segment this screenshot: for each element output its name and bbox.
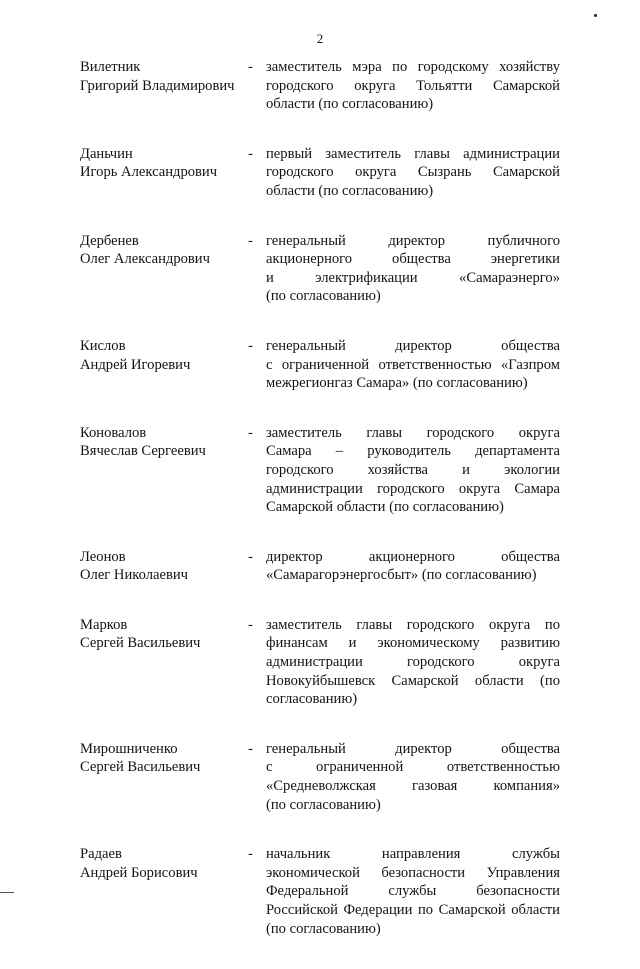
description-line: заместитель главы городского округа: [266, 424, 560, 441]
person-name: [80, 424, 250, 461]
person-name: [80, 740, 250, 777]
list-item: [80, 548, 560, 585]
description-line: (по согласованию): [266, 920, 381, 937]
position-description: [266, 232, 560, 306]
list-item: [80, 58, 560, 114]
description-line: заместитель главы городского округа по: [266, 616, 560, 633]
description-line: согласованию): [266, 691, 358, 708]
description-line: первый заместитель главы администрации: [266, 145, 560, 162]
surname: Радаев: [80, 846, 122, 863]
given-names: Олег Александрович: [80, 251, 210, 268]
description-line: директор акционерного общества: [266, 548, 560, 565]
description-line: с ограниченной ответственностью: [266, 759, 560, 776]
description-line: акционерного общества энергетики: [266, 251, 560, 268]
person-name: [80, 845, 250, 882]
given-names: Григорий Владимирович: [80, 77, 235, 94]
person-name: [80, 58, 250, 95]
given-names: Сергей Васильевич: [80, 635, 201, 652]
position-description: [266, 548, 560, 585]
description-line: администрации городского округа: [266, 654, 560, 671]
description-line: городского хозяйства и экологии: [266, 461, 560, 478]
description-line: городского округа Тольятти Самарской: [266, 77, 560, 94]
position-description: [266, 845, 560, 938]
description-line: генеральный директор общества: [266, 337, 560, 354]
position-description: [266, 740, 560, 814]
description-line: Российской Федерации по Самарской области: [266, 902, 560, 918]
dash-separator: -: [248, 548, 253, 565]
list-item: [80, 740, 560, 814]
person-name: [80, 232, 250, 269]
description-line: администрации городского округа Самара: [266, 480, 560, 497]
dash-separator: -: [248, 616, 253, 633]
list-item: [80, 232, 560, 306]
description-line: и электрификации «Самараэнерго»: [266, 269, 560, 286]
surname: Даньчин: [80, 145, 133, 162]
dash-separator: -: [248, 424, 253, 441]
scan-edge-mark: [0, 892, 14, 893]
person-name: [80, 145, 250, 182]
dash-separator: -: [248, 740, 253, 757]
list-item: [80, 145, 560, 201]
surname: Мирошниченко: [80, 740, 178, 757]
description-line: области (по согласованию): [266, 182, 434, 199]
position-description: [266, 337, 560, 393]
description-line: области (по согласованию): [266, 96, 434, 113]
description-line: с ограниченной ответственностью «Газпром: [266, 356, 560, 373]
list-item: [80, 845, 560, 938]
list-item: [80, 424, 560, 517]
list-item: [80, 616, 560, 709]
description-line: Федеральной службы безопасности: [266, 883, 560, 900]
given-names: Андрей Борисович: [80, 864, 198, 881]
position-description: [266, 145, 560, 201]
description-line: заместитель мэра по городскому хозяйству: [266, 59, 560, 75]
dash-separator: -: [248, 145, 253, 162]
dash-separator: -: [248, 337, 253, 354]
position-description: [266, 58, 560, 114]
description-line: генеральный директор публичного: [266, 232, 560, 249]
surname: Дербенев: [80, 232, 139, 249]
surname: Кислов: [80, 337, 126, 354]
description-line: (по согласованию): [266, 288, 381, 305]
description-line: «Самарагорэнергосбыт» (по согласованию): [266, 567, 537, 584]
given-names: Андрей Игоревич: [80, 356, 191, 373]
description-line: финансам и экономическому развитию: [266, 635, 560, 652]
description-line: Самарской области (по согласованию): [266, 499, 504, 516]
scan-speck: [594, 14, 597, 17]
person-name: [80, 548, 250, 585]
dash-separator: -: [248, 232, 253, 249]
description-line: Новокуйбышевск Самарской области (по: [266, 672, 560, 689]
surname: Леонов: [80, 548, 126, 565]
description-line: городского округа Сызрань Самарской: [266, 164, 560, 181]
description-line: (по согласованию): [266, 796, 381, 813]
person-name: [80, 616, 250, 653]
list-item: [80, 337, 560, 393]
given-names: Олег Николаевич: [80, 567, 189, 584]
given-names: Сергей Васильевич: [80, 759, 201, 776]
given-names: Игорь Александрович: [80, 164, 218, 181]
surname: Вилетник: [80, 59, 141, 75]
member-list: [80, 58, 560, 969]
description-line: экономической безопасности Управления: [266, 864, 560, 881]
description-line: начальник направления службы: [266, 846, 560, 863]
given-names: Вячеслав Сергеевич: [80, 443, 206, 460]
dash-separator: -: [248, 846, 253, 863]
description-line: «Средневолжская газовая компания»: [266, 778, 560, 795]
page-number: 2: [316, 31, 324, 46]
surname: Коновалов: [80, 424, 147, 441]
description-line: межрегионгаз Самара» (по согласованию): [266, 375, 528, 392]
position-description: [266, 616, 560, 709]
person-name: [80, 337, 250, 374]
description-line: генеральный директор общества: [266, 740, 560, 757]
description-line: Самара – руководитель департамента: [266, 443, 560, 460]
surname: Марков: [80, 616, 128, 633]
dash-separator: -: [248, 59, 253, 75]
position-description: [266, 424, 560, 517]
